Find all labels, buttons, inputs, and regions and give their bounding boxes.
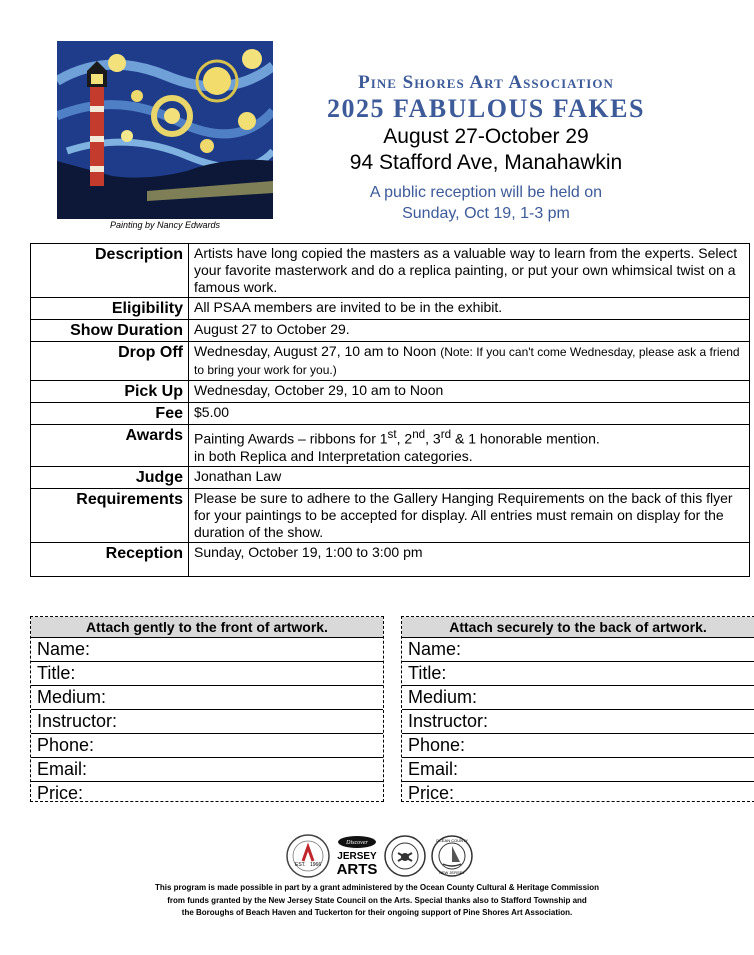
front-artwork-tag bbox=[30, 616, 384, 802]
back-artwork-tag bbox=[401, 616, 754, 802]
reception-line-2: Sunday, Oct 19, 1-3 pm bbox=[402, 205, 570, 222]
row-show-duration bbox=[31, 320, 750, 342]
awards-suffix: & 1 honorable mention. bbox=[451, 430, 600, 447]
new-jersey-text: NEW JERSEY bbox=[438, 870, 466, 875]
description-value: Artists have long copied the masters as a valuable way to learn from the experts. Select your favorite masterwork and do a replica painting, or put your own whimsical twist on a famous work. bbox=[189, 244, 750, 298]
event-header bbox=[290, 72, 682, 224]
reception-line-1: A public reception will be held on bbox=[369, 184, 603, 201]
awards-sep-1: , 2 bbox=[396, 430, 413, 447]
fee-label: Fee bbox=[31, 403, 189, 425]
requirements-value: Please be sure to adhere to the Gallery Hanging Requirements on the back of this flyer for your paintings to be accepted for display. All entries must remain on display for the duration of the show. bbox=[189, 488, 750, 542]
awards-label: Awards bbox=[31, 425, 189, 467]
row-judge bbox=[31, 466, 750, 488]
sponsor-logos bbox=[280, 833, 480, 881]
front-tag-price[interactable]: Price: bbox=[37, 783, 84, 803]
front-tag-instructor[interactable]: Instructor: bbox=[31, 710, 383, 734]
front-tag-title: Attach gently to the front of artwork. bbox=[31, 617, 383, 638]
association-name: Pine Shores Art Association bbox=[358, 72, 614, 93]
arts-text: ARTS bbox=[336, 861, 378, 878]
reception-label: Reception bbox=[31, 542, 189, 576]
awards-line-1 bbox=[194, 426, 744, 448]
fee-value: $5.00 bbox=[189, 403, 750, 425]
reception-notice bbox=[290, 182, 682, 224]
row-fee bbox=[31, 403, 750, 425]
awards-value bbox=[189, 425, 750, 467]
event-details-table bbox=[30, 243, 750, 577]
requirements-label: Requirements bbox=[31, 488, 189, 542]
row-reception bbox=[31, 542, 750, 576]
seal-year-text: 1966 bbox=[310, 862, 322, 868]
back-tag-phone[interactable]: Phone: bbox=[402, 734, 754, 758]
ocean-county-cultural-heritage-seal-icon bbox=[383, 833, 427, 879]
row-description bbox=[31, 244, 750, 298]
row-drop-off bbox=[31, 342, 750, 381]
event-venue: 94 Stafford Ave, Manahawkin bbox=[349, 151, 623, 174]
eligibility-label: Eligibility bbox=[31, 298, 189, 320]
front-tag-medium[interactable]: Medium: bbox=[31, 686, 383, 710]
awards-sup-2: nd bbox=[412, 428, 426, 441]
back-tag-title: Attach securely to the back of artwork. bbox=[402, 617, 754, 638]
painting-caption: Painting by Nancy Edwards bbox=[109, 220, 221, 230]
nj-state-council-seal-icon bbox=[285, 833, 331, 879]
starry-night-lighthouse-painting bbox=[57, 41, 273, 219]
footer-line-2: from funds granted by the New Jersey State Council on the Arts. Special thanks also to Stafford Township and bbox=[167, 895, 587, 905]
row-eligibility bbox=[31, 298, 750, 320]
pickup-label: Pick Up bbox=[31, 381, 189, 403]
footer-line-3: the Boroughs of Beach Haven and Tuckerton for their ongoing support of Pine Shores Art Association. bbox=[181, 908, 573, 917]
judge-value: Jonathan Law bbox=[189, 466, 750, 488]
front-tag-title-field[interactable]: Title: bbox=[31, 662, 383, 686]
seal-est-text: EST. bbox=[295, 862, 306, 868]
duration-label: Show Duration bbox=[31, 320, 189, 342]
jersey-text: JERSEY bbox=[337, 851, 377, 862]
discover-jersey-arts-logo bbox=[336, 833, 378, 879]
awards-sep-2: , 3 bbox=[425, 430, 441, 447]
judge-label: Judge bbox=[31, 466, 189, 488]
row-awards bbox=[31, 425, 750, 467]
event-title: 2025 FABULOUS FAKES bbox=[327, 94, 645, 123]
ocean-county-text: OCEAN COUNTY bbox=[435, 838, 469, 843]
back-tag-instructor[interactable]: Instructor: bbox=[402, 710, 754, 734]
pickup-value: Wednesday, October 29, 10 am to Noon bbox=[189, 381, 750, 403]
dropoff-label: Drop Off bbox=[31, 342, 189, 381]
front-tag-email[interactable]: Email: bbox=[31, 758, 383, 782]
row-requirements bbox=[31, 488, 750, 542]
duration-value: August 27 to October 29. bbox=[189, 320, 750, 342]
description-label: Description bbox=[31, 244, 189, 298]
funding-acknowledgement bbox=[70, 882, 684, 920]
front-tag-name[interactable]: Name: bbox=[31, 638, 383, 662]
awards-line-2: in both Replica and Interpretation categories. bbox=[194, 447, 473, 464]
event-dates: August 27-October 29 bbox=[383, 125, 589, 148]
reception-value: Sunday, October 19, 1:00 to 3:00 pm bbox=[189, 542, 750, 576]
back-tag-title-field[interactable]: Title: bbox=[402, 662, 754, 686]
back-tag-email[interactable]: Email: bbox=[402, 758, 754, 782]
awards-sup-3: rd bbox=[440, 428, 452, 441]
back-tag-name[interactable]: Name: bbox=[402, 638, 754, 662]
dropoff-note: (Note: If you can't come Wednesday, please ask a friend to bring your work for you.) bbox=[194, 345, 740, 377]
front-tag-phone[interactable]: Phone: bbox=[31, 734, 383, 758]
row-pick-up bbox=[31, 381, 750, 403]
awards-sup-1: st bbox=[387, 428, 397, 441]
dropoff-time: Wednesday, August 27, 10 am to Noon bbox=[194, 343, 437, 359]
discover-text: Discover bbox=[346, 840, 368, 846]
back-tag-medium[interactable]: Medium: bbox=[402, 686, 754, 710]
dropoff-value bbox=[189, 342, 750, 381]
awards-text: Painting Awards – ribbons for 1 bbox=[194, 430, 388, 447]
footer-line-1: This program is made possible in part by a grant administered by the Ocean County Cultural & Heritage Commission bbox=[154, 883, 600, 892]
ocean-county-seal-icon bbox=[430, 833, 474, 879]
back-tag-price[interactable]: Price: bbox=[408, 783, 455, 803]
eligibility-value: All PSAA members are invited to be in the exhibit. bbox=[189, 298, 750, 320]
